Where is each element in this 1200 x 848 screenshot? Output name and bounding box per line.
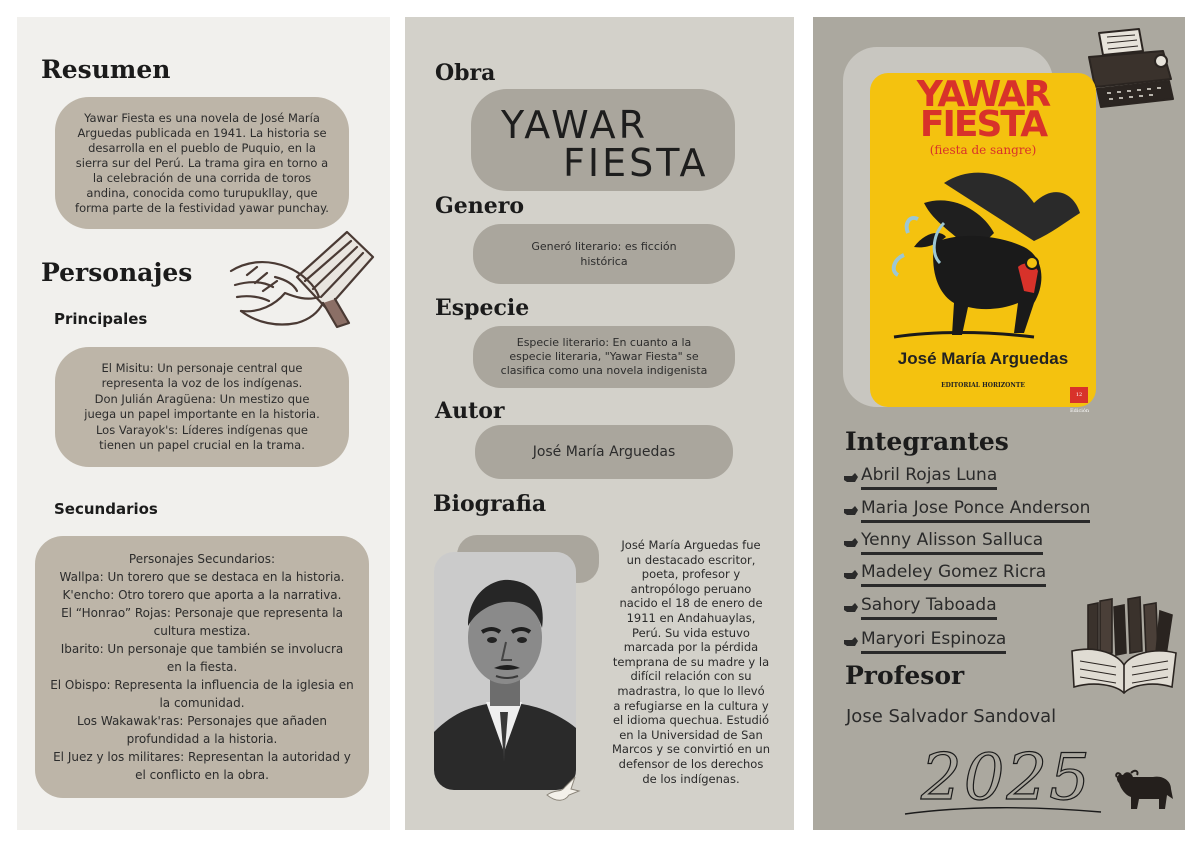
- biografia-line: José María Arguedas fue: [621, 538, 761, 552]
- especie-box: [473, 326, 735, 388]
- dove-icon: [545, 775, 581, 807]
- panel-integrantes: [813, 17, 1185, 830]
- cover-bull-condor-illustration: [884, 163, 1082, 343]
- panel-obra: [405, 17, 794, 830]
- resumen-text: Yawar Fiesta es una novela de José María Arguedas publicada en 1941. La historia se desarrolla en el pueblo de Puquio, en la sierra sur del Perú. La trama gira en torno a la celebración de una corrida de toros andina, conocida como turupukllay, que forma parte de la festividad yawar punchay.: [75, 110, 329, 215]
- personajes-title: Personajes: [41, 258, 193, 287]
- secundarios-line: Los Wakawak'ras: Personajes que añaden: [76, 714, 328, 728]
- obra-title: Obra: [435, 60, 496, 86]
- pointing-hand-icon: [843, 569, 859, 581]
- biografia-line: poeta, profesor y: [641, 567, 741, 582]
- cover-author: José María Arguedas: [897, 349, 1069, 368]
- author-portrait: [434, 552, 576, 790]
- biografia-title: Biografia: [433, 491, 547, 517]
- integrante-name: Yenny Alisson Salluca: [861, 529, 1043, 555]
- obra-title-line1: YAWAR: [501, 103, 649, 147]
- secundarios-box: [35, 536, 369, 798]
- biografia-line: el idioma quechua. Estudió: [612, 713, 770, 728]
- integrante-item: [843, 624, 1006, 654]
- biografia-line: madrastra, lo que lo llevó: [617, 683, 765, 698]
- integrantes-title: Integrantes: [845, 427, 1009, 456]
- secundarios-line: El Juez y los militares: Representan la autoridad y: [53, 750, 351, 764]
- cover-subtitle: (fiesta de sangre): [929, 143, 1037, 157]
- pointing-hand-icon: [843, 537, 859, 549]
- hand-writing-icon: [227, 227, 377, 342]
- genero-title: Genero: [435, 193, 525, 219]
- biografia-line: Marcos y se convirtió en un: [611, 742, 770, 757]
- integrante-item: [843, 493, 1090, 523]
- secundarios-line: K'encho: Otro torero que aporta a la narrativa.: [62, 588, 342, 602]
- year-text: 2025: [921, 741, 1092, 815]
- profesor-name: Jose Salvador Sandoval: [846, 706, 1057, 727]
- secundarios-label: Secundarios: [54, 500, 158, 518]
- genero-box: [473, 224, 735, 284]
- biografia-text: [602, 538, 780, 786]
- integrante-name: Madeley Gomez Ricra: [861, 561, 1046, 587]
- secundarios-line: cultura mestiza.: [153, 624, 251, 638]
- integrante-name: Sahory Taboada: [861, 594, 997, 620]
- secundarios-line: Personajes Secundarios:: [128, 552, 276, 566]
- secundarios-line: El Obispo: Representa la influencia de la iglesia en: [50, 678, 354, 692]
- genero-text: Generó literario: es ficción histórica: [531, 240, 677, 268]
- typewriter-icon: [1083, 27, 1175, 109]
- biografia-line: un destacado escritor,: [626, 552, 756, 567]
- integrante-name: Abril Rojas Luna: [861, 464, 997, 490]
- biografia-line: nacido el 18 de enero de: [619, 596, 763, 611]
- cover-title-line1: YAWAR: [916, 74, 1050, 115]
- biografia-line: Perú. Su vida estuvo: [632, 625, 750, 640]
- autor-text: José María Arguedas: [532, 444, 676, 460]
- especie-title: Especie: [435, 295, 530, 321]
- year-underline: [903, 802, 1103, 822]
- pointing-hand-icon: [843, 472, 859, 484]
- integrante-name: Maryori Espinoza: [861, 628, 1006, 654]
- biografia-line: a refugiarse en la cultura y: [613, 698, 769, 713]
- books-icon: [1068, 595, 1178, 695]
- biografia-line: en la Universidad de San: [619, 727, 763, 742]
- secundarios-line: Wallpa: Un torero que se destaca en la historia.: [59, 570, 345, 584]
- secundarios-line: en la fiesta.: [166, 660, 238, 674]
- book-cover: [870, 73, 1096, 414]
- biografia-line: de los indígenas.: [642, 771, 740, 786]
- autor-title: Autor: [435, 398, 505, 424]
- cover-title-line2: FIESTA: [919, 104, 1047, 145]
- integrante-item: [843, 525, 1043, 555]
- integrante-item: [843, 460, 997, 490]
- integrante-name: Maria Jose Ponce Anderson: [861, 497, 1090, 523]
- cover-edition-badge: 12 Edición: [1070, 387, 1088, 403]
- secundarios-line: el conflicto en la obra.: [135, 768, 269, 782]
- resumen-title: Resumen: [41, 55, 171, 84]
- secundarios-line: la comunidad.: [159, 696, 245, 710]
- principales-label: Principales: [54, 310, 148, 328]
- secundarios-line: Ibarito: Un personaje que también se involucra: [60, 642, 344, 656]
- secundarios-list: [50, 550, 354, 784]
- principales-box: [55, 347, 349, 467]
- pointing-hand-icon: [843, 505, 859, 517]
- biografia-line: antropólogo peruano: [630, 581, 752, 596]
- especie-text: Especie literario: En cuanto a la especie literaria, "Yawar Fiesta" se clasifica como una novela indigenista: [500, 336, 708, 377]
- obra-title-line2: FIESTA: [563, 141, 709, 185]
- resumen-box: [55, 97, 349, 229]
- biografia-line: 1911 en Andahuaylas,: [626, 610, 756, 625]
- pointing-hand-icon: [843, 636, 859, 648]
- panel-resumen-personajes: [17, 17, 390, 830]
- cover-publisher: EDITORIAL HORIZONTE: [941, 382, 1025, 389]
- autor-box: [475, 425, 733, 479]
- integrante-item: [843, 590, 997, 620]
- biografia-line: temprana de su madre y la: [612, 654, 770, 669]
- secundarios-line: profundidad a la historia.: [126, 732, 278, 746]
- biografia-line: difícil relación con su: [630, 669, 752, 684]
- secundarios-line: El “Honrao” Rojas: Personaje que representa la: [61, 606, 343, 620]
- biografia-line: marcada por la pérdida: [623, 640, 759, 655]
- profesor-title: Profesor: [845, 661, 965, 690]
- pointing-hand-icon: [843, 602, 859, 614]
- bull-icon: [1113, 769, 1175, 813]
- biografia-line: defensor de los derechos: [618, 756, 764, 771]
- obra-box: [471, 89, 735, 191]
- integrante-item: [843, 557, 1046, 587]
- principales-text: El Misitu: Un personaje central que representa la voz de los indígenas. Don Julián Aragüena: Un mestizo que juega un papel importante en la historia. Los Varayok's: Líderes indígenas que tienen un papel crucial en la trama.: [84, 360, 320, 452]
